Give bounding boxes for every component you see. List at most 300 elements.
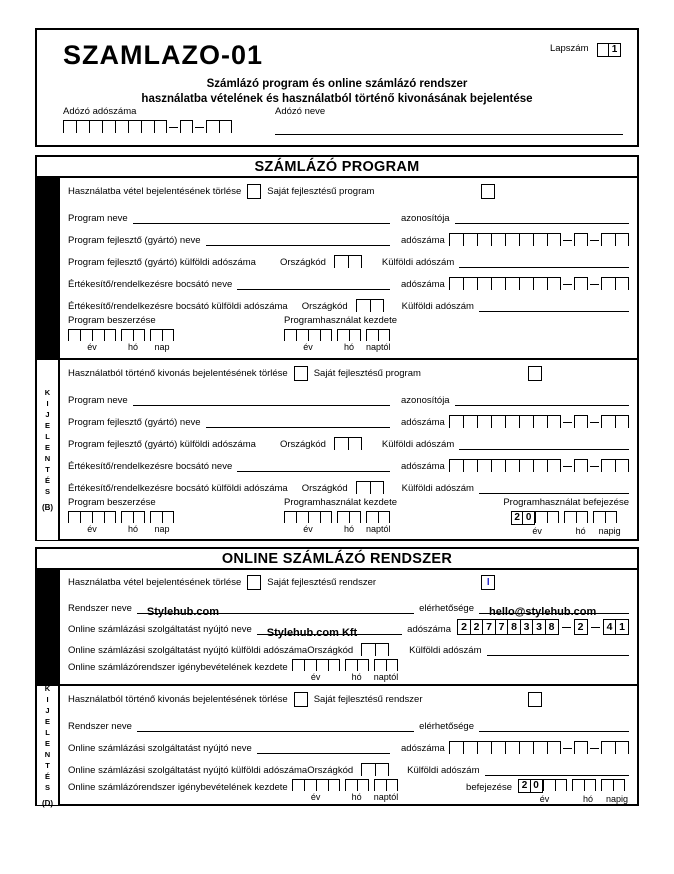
date-unit-label: naptól	[373, 672, 399, 682]
c-rendszer-neve-label: Rendszer neve	[68, 603, 132, 614]
form-row	[68, 246, 629, 268]
c-sajat-checkbox-mark: I	[486, 577, 490, 588]
program-section-b	[37, 360, 637, 540]
comb-cell	[348, 255, 362, 268]
comb-cell	[576, 511, 588, 523]
a-kezdete-col	[284, 315, 397, 352]
c-torles-label: Használatba vétel bejelentésének törlése	[68, 577, 242, 588]
lapszam-field[interactable]	[597, 43, 622, 57]
comb-cell	[366, 511, 378, 523]
comb-cell	[505, 415, 519, 428]
comb-cell	[574, 277, 588, 290]
d-szolgaltato-neve-field[interactable]	[257, 740, 390, 754]
a-program-neve-field[interactable]	[133, 210, 390, 224]
d-sidebar-code: (D)	[41, 798, 54, 808]
c-sajat-group	[267, 575, 495, 590]
c-kulfoldi-adoszam-field[interactable]	[487, 642, 630, 656]
form-row	[68, 268, 629, 290]
date-unit-label: nap	[154, 342, 170, 352]
b-ertekesito-adoszam-group	[401, 459, 629, 472]
comb-cell	[463, 233, 477, 246]
comb-cell	[141, 120, 154, 133]
date-unit-label: hó	[343, 524, 354, 534]
a-ertekesito-neve-label: Értékesítő/rendelkezésre bocsátó neve	[68, 279, 233, 290]
adozo-adoszama-field[interactable]	[63, 120, 253, 133]
comb-cell	[121, 511, 133, 523]
b-ertekesito-kulfoldi-field[interactable]	[479, 480, 629, 494]
comb-cell	[491, 459, 505, 472]
c-szolgaltato-neve-field[interactable]	[257, 621, 402, 639]
comb-dash	[563, 459, 572, 467]
a-fejleszto-kulfoldi-label: Program fejlesztő (gyártó) külföldi adószáma	[68, 257, 256, 268]
tax-digit-cell: 2	[574, 619, 588, 635]
comb-cell	[601, 233, 615, 246]
comb-cell	[68, 511, 80, 523]
d-befejezese-date-field[interactable]	[518, 779, 629, 804]
a-kulfoldi-adoszam-label: Külföldi adószám	[381, 257, 455, 268]
a-ertekesito-neve-field[interactable]	[237, 276, 390, 290]
comb-cell	[92, 329, 104, 341]
b-date-block	[68, 497, 629, 536]
a-kulfoldi-adoszam-field[interactable]	[459, 254, 629, 268]
tax-digit-cell: 7	[482, 619, 496, 635]
comb-cell	[206, 120, 219, 133]
b-ertekesito-neve-field[interactable]	[237, 458, 390, 472]
comb-cell	[477, 233, 491, 246]
comb-cell	[477, 415, 491, 428]
d-kezdete-date-field[interactable]	[292, 779, 398, 802]
taxpayer-taxnumber-block	[63, 106, 253, 135]
b-fejleszto-neve-field[interactable]	[206, 414, 390, 428]
date-unit-label: év	[87, 342, 97, 352]
comb-cell	[615, 277, 629, 290]
tax-digit-cell: 7	[495, 619, 509, 635]
a-azonositoja-field[interactable]	[455, 210, 629, 224]
d-sajat-group	[314, 692, 542, 707]
tax-digit-cell: 8	[507, 619, 521, 635]
d-elerhetosege-label: elérhetősége	[419, 721, 474, 732]
c-szolgaltato-adoszama-field[interactable]	[457, 619, 629, 635]
comb-cell	[533, 233, 547, 246]
d-rendszer-neve-label: Rendszer neve	[68, 721, 132, 732]
date-unit-labels	[292, 672, 398, 682]
b-program-neve-label: Program neve	[68, 395, 128, 406]
a-orszagkod-label: Országkód	[301, 301, 348, 312]
comb-cell	[519, 233, 533, 246]
date-cells	[511, 511, 622, 525]
c-kulfoldi-adoszam-label: Külföldi adószám	[409, 645, 482, 656]
a-ertekesito-adoszama-field[interactable]	[449, 277, 629, 290]
comb-cell	[613, 779, 625, 791]
date-unit-label: év	[303, 342, 313, 352]
date-unit-label: hó	[343, 342, 354, 352]
a-torles-checkbox[interactable]	[247, 184, 261, 199]
comb-cell	[334, 437, 348, 450]
comb-cell	[519, 277, 533, 290]
b-program-neve-field[interactable]	[133, 392, 390, 406]
date-unit-label: év	[310, 792, 321, 802]
d-adoszam-group	[401, 741, 629, 754]
comb-cell	[150, 329, 162, 341]
b-kezdete-date-field[interactable]	[284, 511, 397, 534]
comb-cell	[605, 511, 617, 523]
form-row	[68, 572, 629, 593]
tax-digit-cell: 2	[470, 619, 484, 635]
comb-cell	[547, 415, 561, 428]
comb-cell	[593, 511, 605, 523]
tax-digit-cell: 3	[532, 619, 546, 635]
b-kezdete-col	[284, 497, 397, 536]
comb-cell	[150, 511, 162, 523]
c-szolgaltato-neve-label: Online számlázási szolgáltatást nyújtó neve	[68, 624, 252, 635]
comb-cell	[76, 120, 89, 133]
comb-cell	[104, 511, 116, 523]
comb-cell	[378, 329, 390, 341]
form-row	[68, 710, 629, 732]
a-kezdete-date-field[interactable]	[284, 329, 397, 352]
b-befejezes-col	[503, 497, 629, 536]
date-cells	[284, 329, 397, 341]
comb-cell	[386, 659, 398, 671]
form-row	[68, 290, 629, 312]
comb-cell	[491, 415, 505, 428]
b-ertekesito-orszagkod-field[interactable]	[356, 481, 384, 494]
a-fejleszto-adoszama-field[interactable]	[449, 233, 629, 246]
b-adoszama-label: adószáma	[401, 461, 445, 472]
comb-dash	[563, 741, 572, 749]
a-fejleszto-neve-label: Program fejlesztő (gyártó) neve	[68, 235, 201, 246]
comb-cell	[547, 741, 561, 754]
comb-cell	[80, 329, 92, 341]
b-fejleszto-kulfoldi-label: Program fejlesztő (gyártó) külföldi adószáma	[68, 439, 256, 450]
header-box	[35, 28, 639, 147]
d-sidebar-text: KIJELENTÉS	[43, 683, 52, 794]
d-kezdete-label: Online számlázórendszer igénybevételének kezdete	[68, 782, 288, 793]
c-orszagkod-field[interactable]	[361, 643, 389, 656]
a-fejleszto-adoszam-group	[401, 233, 629, 246]
comb-cell	[316, 779, 328, 791]
comb-cell	[102, 120, 115, 133]
b-azonositoja-field[interactable]	[455, 392, 629, 406]
tax-digit-cell: 1	[615, 619, 629, 635]
comb-cell	[547, 277, 561, 290]
a-kulfoldi-adoszam-label: Külföldi adószám	[401, 301, 474, 312]
date-unit-label: hó	[575, 526, 586, 536]
d-torles-label: Használatból történő kivonás bejelentésének törlése	[68, 693, 288, 705]
comb-cell	[543, 779, 555, 791]
comb-cell	[615, 415, 629, 428]
date-unit-label: naptól	[366, 524, 391, 534]
comb-cell	[219, 120, 232, 133]
taxpayer-row	[63, 106, 623, 135]
b-orszagkod-label: Országkód	[279, 439, 326, 450]
comb-cell	[572, 779, 584, 791]
b-sajat-checkbox[interactable]	[528, 366, 542, 381]
comb-cell	[154, 120, 167, 133]
a-ertekesito-kulfoldi-label: Értékesítő/rendelkezésre bocsátó külföldi adószáma	[68, 301, 288, 312]
comb-cell	[292, 659, 304, 671]
comb-cell	[615, 233, 629, 246]
d-befejezese-group	[466, 779, 629, 804]
a-torles-label: Használatba vétel bejelentésének törlése	[68, 185, 242, 197]
d-sajat-checkbox[interactable]	[528, 692, 542, 707]
comb-cell	[574, 741, 588, 754]
form-subtitle	[37, 77, 637, 107]
comb-cell	[63, 120, 76, 133]
b-beszerzes-date-field[interactable]	[68, 511, 174, 534]
comb-cell	[348, 437, 362, 450]
comb-cell	[162, 329, 174, 341]
c-szolgaltato-kulfoldi-label: Online számlázási szolgáltatást nyújtó külföldi adószáma	[68, 645, 308, 656]
tax-digit-cell: 3	[520, 619, 534, 635]
comb-cell	[133, 511, 145, 523]
a-sajat-checkbox[interactable]	[481, 184, 495, 199]
comb-cell	[80, 511, 92, 523]
d-sajat-label: Saját fejlesztésű rendszer	[313, 693, 423, 705]
comb-cell	[584, 779, 596, 791]
d-szolgaltato-kulfoldi-label: Online számlázási szolgáltatást nyújtó külföldi adószáma	[68, 765, 308, 776]
b-ertekesito-adoszama-field[interactable]	[449, 459, 629, 472]
b-torles-checkbox[interactable]	[294, 366, 308, 381]
adozo-neve-field[interactable]	[275, 134, 623, 135]
comb-cell	[533, 415, 547, 428]
date-unit-label: év	[310, 672, 321, 682]
comb-cell	[491, 277, 505, 290]
c-szolgaltato-neve-value: Stylehub.com Kft	[266, 627, 358, 639]
form-row	[68, 428, 629, 450]
comb-cell	[505, 741, 519, 754]
comb-cell	[505, 277, 519, 290]
tax-digit-cell: 4	[603, 619, 617, 635]
a-azonosito-group	[401, 210, 629, 224]
a-azonositoja-label: azonosítója	[401, 213, 450, 224]
a-fejleszto-neve-field[interactable]	[206, 232, 390, 246]
comb-cell	[574, 415, 588, 428]
b-sidebar-code: (B)	[41, 503, 54, 512]
comb-cell	[555, 779, 567, 791]
date-cells	[68, 511, 174, 523]
form-row	[68, 754, 629, 776]
comb-cell	[601, 779, 613, 791]
comb-cell	[68, 329, 80, 341]
a-ertekesito-kulfoldi-field[interactable]	[479, 298, 629, 312]
c-kezdete-label: Online számlázórendszer igénybevételének kezdete	[68, 662, 288, 673]
b-fejleszto-adoszama-field[interactable]	[449, 415, 629, 428]
comb-cell	[328, 659, 340, 671]
date-cells	[284, 511, 397, 523]
b-ertekesito-kulfoldi-label: Értékesítő/rendelkezésre bocsátó külföldi adószáma	[68, 483, 288, 494]
section-b-sidebar	[37, 360, 60, 540]
form-row	[68, 659, 629, 682]
c-orszagkod-label: Országkód	[307, 645, 354, 656]
comb-cell	[505, 459, 519, 472]
form-id-title: SZAMLAZO-01	[63, 40, 263, 70]
comb-cell	[449, 459, 463, 472]
d-elerhetosege-field[interactable]	[479, 718, 629, 732]
date-unit-label: év	[87, 524, 97, 534]
comb-cell	[519, 415, 533, 428]
comb-cell	[519, 459, 533, 472]
date-unit-label: év	[303, 524, 313, 534]
form-row	[68, 472, 629, 494]
subtitle-line2: használatba vételének és használatból történő kivonásának bejelentése	[141, 92, 533, 105]
a-ertekesito-orszagkod-field[interactable]	[356, 299, 384, 312]
taxpayer-name-block	[275, 106, 623, 135]
date-unit-label: naptól	[366, 342, 391, 352]
comb-cell	[121, 329, 133, 341]
comb-cell	[564, 511, 576, 523]
c-torles-checkbox[interactable]	[247, 575, 261, 590]
date-unit-labels	[68, 524, 174, 534]
comb-cell	[477, 459, 491, 472]
online-section-title: ONLINE SZÁMLÁZÓ RENDSZER	[37, 549, 637, 570]
b-fejleszto-neve-label: Program fejlesztő (gyártó) neve	[68, 417, 201, 428]
date-unit-label: hó	[351, 672, 362, 682]
comb-cell	[345, 659, 357, 671]
d-szolgaltato-adoszama-field[interactable]	[449, 741, 629, 754]
b-sajat-label: Saját fejlesztésű program	[313, 367, 421, 379]
form-row	[68, 450, 629, 472]
lapszam-label: Lapszám	[549, 43, 589, 54]
comb-cell	[375, 643, 389, 656]
comb-cell	[320, 329, 332, 341]
comb-cell	[615, 741, 629, 754]
a-adoszama-label: adószáma	[401, 235, 445, 246]
comb-cell	[308, 329, 320, 341]
comb-cell	[463, 277, 477, 290]
comb-cell	[349, 329, 361, 341]
comb-cell	[477, 277, 491, 290]
section-d-sidebar	[37, 683, 60, 808]
online-section-box	[35, 547, 639, 806]
comb-cell	[284, 511, 296, 523]
b-befejezese-date-field[interactable]	[511, 511, 622, 536]
b-torles-label: Használatból történő kivonás bejelentésének törlése	[68, 367, 288, 379]
program-section-box	[35, 155, 639, 541]
comb-cell	[519, 741, 533, 754]
a-orszagkod-field[interactable]	[334, 255, 362, 268]
comb-dash	[590, 277, 599, 285]
b-orszagkod-field[interactable]	[334, 437, 362, 450]
comb-cell	[375, 763, 389, 776]
comb-cell	[374, 779, 386, 791]
b-kulfoldi-adoszam-field[interactable]	[459, 436, 629, 450]
b-kulfoldi-adoszam-label: Külföldi adószám	[401, 483, 474, 494]
c-elerhetosege-field[interactable]	[479, 600, 629, 618]
comb-dash	[563, 277, 572, 285]
program-section-a	[37, 178, 637, 358]
comb-dash	[563, 233, 572, 241]
form-row	[68, 593, 629, 618]
comb-cell	[337, 329, 349, 341]
comb-cell	[366, 329, 378, 341]
a-beszerzes-label: Program beszerzése	[68, 315, 156, 326]
comb-cell	[574, 459, 588, 472]
b-beszerzes-label: Program beszerzése	[68, 497, 156, 508]
comb-cell	[574, 233, 588, 246]
comb-cell	[162, 511, 174, 523]
b-sajat-group	[314, 366, 542, 381]
comb-cell	[296, 511, 308, 523]
comb-cell	[284, 329, 296, 341]
form-row	[68, 406, 629, 428]
d-orszagkod-field[interactable]	[361, 763, 389, 776]
date-unit-labels	[284, 524, 397, 534]
lapszam-value-cell: 1	[608, 43, 621, 57]
comb-dash	[195, 120, 204, 128]
c-elerhetosege-label: elérhetősége	[419, 603, 474, 614]
date-unit-label: nap	[154, 524, 170, 534]
comb-cell	[449, 277, 463, 290]
comb-cell	[308, 511, 320, 523]
d-szolgaltato-neve-label: Online számlázási szolgáltatást nyújtó neve	[68, 743, 252, 754]
comb-cell	[133, 329, 145, 341]
a-beszerzes-date-field[interactable]	[68, 329, 174, 352]
comb-cell	[547, 233, 561, 246]
d-kulfoldi-adoszam-field[interactable]	[485, 762, 630, 776]
b-adoszama-label: adószáma	[401, 417, 445, 428]
d-orszagkod-label: Országkód	[307, 765, 354, 776]
date-unit-labels	[284, 342, 397, 352]
tax-digit-cell: 8	[545, 619, 559, 635]
comb-cell	[349, 511, 361, 523]
date-cells	[68, 329, 174, 341]
comb-dash	[590, 233, 599, 241]
d-torles-checkbox[interactable]	[294, 692, 308, 707]
comb-cell	[547, 511, 559, 523]
c-kezdete-date-field[interactable]	[292, 659, 398, 682]
a-orszagkod-label: Országkód	[279, 257, 326, 268]
form-row	[68, 362, 629, 384]
comb-cell	[547, 459, 561, 472]
d-adoszama-label: adószáma	[401, 743, 445, 754]
comb-cell	[601, 415, 615, 428]
comb-cell	[361, 643, 375, 656]
adozo-adoszama-label: Adózó adószáma	[63, 106, 137, 117]
c-rendszer-neve-field[interactable]	[137, 600, 414, 618]
c-sajat-checkbox[interactable]	[481, 575, 495, 590]
date-unit-label: év	[539, 794, 550, 804]
comb-cell	[180, 120, 193, 133]
a-sajat-group	[267, 184, 495, 199]
d-kulfoldi-adoszam-label: Külföldi adószám	[407, 765, 480, 776]
online-section-d	[37, 683, 637, 808]
comb-dash	[590, 459, 599, 467]
a-date-block	[68, 315, 629, 352]
a-sajat-label: Saját fejlesztésű program	[267, 185, 375, 197]
c-adoszama-label: adószáma	[407, 624, 451, 635]
date-prefill-cell: 0	[522, 511, 535, 525]
a-program-neve-label: Program neve	[68, 213, 128, 224]
date-unit-label: naptól	[373, 792, 399, 802]
comb-cell	[92, 511, 104, 523]
comb-dash	[562, 619, 571, 628]
comb-cell	[535, 511, 547, 523]
comb-cell	[361, 763, 375, 776]
comb-dash	[590, 741, 599, 749]
b-azonositoja-label: azonosítója	[401, 395, 450, 406]
d-rendszer-neve-field[interactable]	[137, 718, 414, 732]
a-beszerzes-col	[68, 315, 174, 352]
d-befejezese-label: befejezése	[466, 782, 512, 793]
comb-cell	[345, 779, 357, 791]
date-unit-label: hó	[127, 524, 138, 534]
comb-cell	[533, 741, 547, 754]
comb-dash	[591, 619, 600, 628]
comb-cell	[356, 481, 370, 494]
comb-cell	[533, 459, 547, 472]
comb-cell	[337, 511, 349, 523]
